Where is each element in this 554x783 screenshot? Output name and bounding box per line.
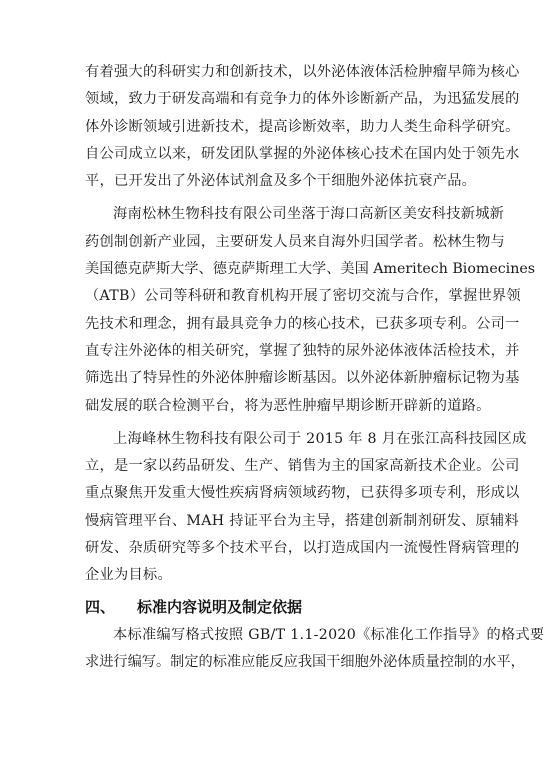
paragraph-hainan-songlin xyxy=(85,201,536,419)
paragraph-standard-format xyxy=(85,622,545,677)
text-line: 筛选出了特异性的外泌体肿瘤诊断基因。以外泌体新肿瘤标记物为基 xyxy=(85,370,520,387)
text-line: 研发、杂质研究等多个技术平台，以打造成国内一流慢性肾病管理的 xyxy=(85,540,520,557)
text-line: 有着强大的科研实力和创新技术，以外泌体液体活检肿瘤早筛为核心 xyxy=(85,64,520,80)
text-line: （ATB）公司等科研和教育机构开展了密切交流与合作，掌握世界领 xyxy=(85,288,521,305)
text-line: 直专注外泌体的相关研究，掌握了独特的尿外泌体液体活检技术，并 xyxy=(85,342,520,359)
text-line: 平，已开发出了外泌体试剂盒及多个干细胞外泌体抗衰产品。 xyxy=(85,173,477,190)
paragraph-shanghai-fenglin xyxy=(85,426,527,590)
text-line: 本标准编写格式按照 GB/T 1.1-2020《标准化工作指导》的格式要 xyxy=(113,626,545,643)
text-line: 领域，致力于研发高端和有竞争力的体外诊断新产品，为迅猛发展的 xyxy=(85,91,520,108)
text-line: 海南松林生物科技有限公司坐落于海口高新区美安科技新城新 xyxy=(113,206,505,223)
paragraph-company-intro-continued xyxy=(85,59,520,195)
text-line: 药创制创新产业园，主要研发人员来自海外归国学者。松林生物与 xyxy=(85,233,506,250)
text-line: 体外诊断领域引进新技术，提高诊断效率，助力人类生命科学研究。 xyxy=(85,118,520,135)
text-line: 重点聚焦开发重大慢性疾病肾病领域药物，已获得多项专利，形成以 xyxy=(85,485,520,502)
section-heading xyxy=(85,592,473,622)
section-title: 标准内容说明及制定依据 xyxy=(137,597,303,616)
text-line: 慢病管理平台、MAH 持证平台为主导，搭建创新制剂研发、原辅料 xyxy=(85,512,520,529)
text-line: 自公司成立以来，研发团队掌握的外泌体核心技术在国内处于领先水 xyxy=(85,145,520,162)
document-body xyxy=(85,59,545,676)
text-line: 美国德克萨斯大学、德克萨斯理工大学、美国 Ameritech Biomecines xyxy=(85,261,536,278)
text-line: 先技术和理念，拥有最具竞争力的核心技术，已获多项专利。公司一 xyxy=(85,315,520,332)
text-line: 础发展的联合检测平台，将为恶性肿瘤早期诊断开辟新的道路。 xyxy=(85,397,491,414)
text-line: 上海峰林生物科技有限公司于 2015 年 8 月在张江高科技园区成 xyxy=(113,430,527,447)
text-line: 求进行编写。制定的标准应能反应我国干细胞外泌体质量控制的水平， xyxy=(85,653,525,670)
text-line: 企业为目标。 xyxy=(85,567,172,584)
text-line: 立，是一家以药品研发、生产、销售为主的国家高新技术企业。公司 xyxy=(85,458,520,475)
section-number: 四、 xyxy=(85,597,116,616)
